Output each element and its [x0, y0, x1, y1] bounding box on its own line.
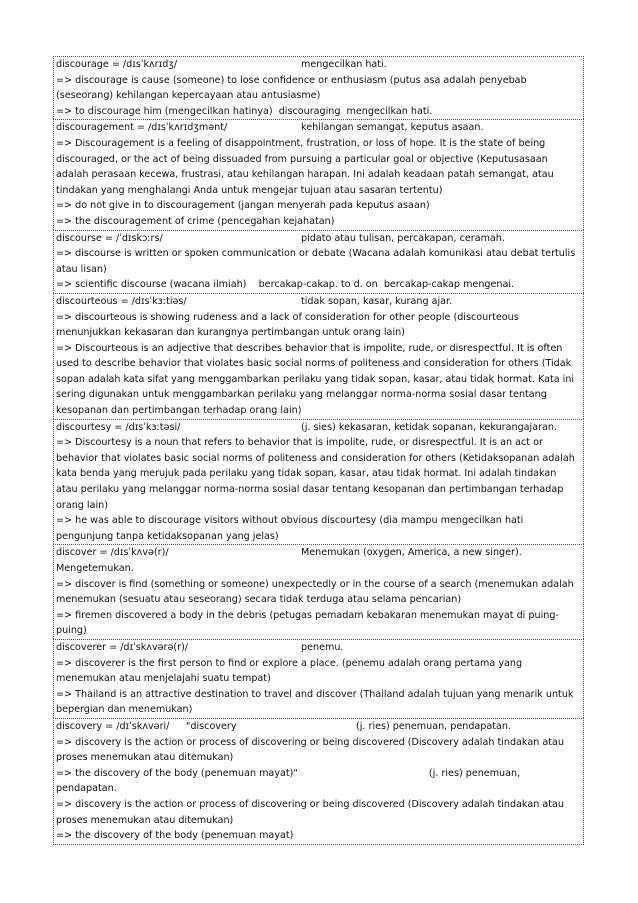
entry-headline [56, 545, 581, 561]
dictionary-entry [53, 718, 584, 845]
dictionary-entry [53, 544, 584, 639]
entry-gloss: (j. ries) penemuan, pendapatan. [356, 720, 512, 732]
entry-line: => the discovery of the body (penemuan mayat)" (j. ries) penemuan, pendapatan. [56, 767, 524, 795]
entry-headword: discoverer = /dɪˈskʌvərə(r)/ [56, 641, 189, 653]
entry-gloss: penemu. [301, 641, 344, 653]
entry-headword: discouragement = /dɪsˈkʌrɪdʒmənt/ [56, 122, 228, 134]
entry-line: => Discouragement is a feeling of disappointment, frustration, or loss of hope. It is the state of being discouraged, or the act of being dissuaded from pursuing a particular goal or objective (Keputusasaan adalah perasaan kecewa, frustrasi, atau kehilangan harapan. Ini adalah keadaan patah semangat, atau tindakan yang menghalangi Anda untuk mengejar tujuan atau sasaran tertentu) [56, 137, 557, 196]
entry-headline [56, 294, 581, 310]
entry-line: => he was able to discourage visitors without obvious discourtesy (dia mampu mengecilkan hati pengunjung tanpa ketidaksopanan yang jelas) [56, 515, 527, 542]
entry-headline [56, 420, 581, 436]
entry-line: => discoverer is the first person to find or explore a place. (penemu adalah orang pertama yang menemukan atau menjelajahi suatu tempat) [56, 657, 526, 685]
entry-line: => discovery is the action or process of discovering or being discovered (Discovery adalah tindakan atau proses menemukan atau ditemukan) [56, 736, 567, 764]
entry-line: => to discourage him (mengecilkan hatinya) discouraging mengecilkan hati. [56, 105, 433, 117]
entry-headword: discourse = /ˈdɪskɔːrs/ [56, 232, 163, 244]
entry-line: => discourage is cause (someone) to lose confidence or enthusiasm (putus asa adalah penyebab (seseorang) kehilangan kepercayaan atau antusiasme) [56, 74, 530, 102]
entry-headword: discourtesy = /dɪsˈkɜːtəsi/ [56, 421, 181, 433]
dictionary-entry [53, 293, 584, 419]
dictionary-page [53, 56, 584, 845]
entry-line: => discourteous is showing rudeness and a lack of consideration for other people (discourteous menunjukkan kekasaran dan kurangnya pertimbangan untuk orang lain) [56, 311, 522, 339]
entry-line: => the discovery of the body (penemuan mayat) [56, 830, 294, 842]
entry-line: => the discouragement of crime (pencegahan kejahatan) [56, 215, 335, 227]
entry-headword-secondary: "discovery [186, 720, 237, 732]
entry-line: => firemen discovered a body in the debris (petugas pemadam kebakaran menemukan mayat di puing-puing) [56, 609, 559, 637]
dictionary-entry [53, 639, 584, 718]
entry-line: => discover is find (something or someone) unexpectedly or in the course of a search (menemukan adalah menemukan (sesuatu atau seseorang) secara tidak terduga atau selama pencarian) [56, 578, 577, 606]
entry-headword: discourteous = /dɪsˈkɜːtiəs/ [56, 295, 187, 307]
entry-line: Mengetemukan. [56, 563, 134, 574]
entry-headword: discovery = /dɪˈskʌvəri/ [56, 720, 170, 732]
entry-line: => discourse is written or spoken communication or debate (Wacana adalah komunikasi atau debat tertulis atau lisan) [56, 248, 579, 275]
entry-gloss: mengecilkan hati. [301, 59, 387, 70]
entry-line: => discovery is the action or process of discovering or being discovered (Discovery adalah tindakan atau proses menemukan atau ditemukan) [56, 798, 567, 826]
entry-line: => Thailand is an attractive destination to travel and discover (Thailand adalah tujuan yang menarik untuk bepergian dan menemukan) [56, 688, 577, 716]
entry-gloss: Menemukan (oxygen, America, a new singer). [301, 547, 522, 559]
entry-headline [56, 640, 581, 656]
dictionary-entry [53, 119, 584, 229]
entry-line: => Discourtesy is a noun that refers to behavior that is impolite, rude, or disrespectful. It is an act or behavior that violates basic social norms of politeness and consideration for others (Ketidaksopanan adalah kata benda yang merujuk pada perilaku yang tidak sopan, kasar, atau tidak hormat. Ini adalah tindakan atau perilaku yang melanggar norma-norma sosial dasar tentang kesopanan dan pertimbangan terhadap orang lain) [56, 437, 578, 511]
entry-headline [56, 120, 581, 136]
dictionary-entry [53, 419, 584, 545]
entry-headword: discourage = /dɪsˈkʌrɪdʒ/ [56, 59, 178, 70]
entry-headline [56, 719, 581, 735]
entry-gloss: (j. sies) kekasaran, ketidak sopanan, kekurangajaran. [301, 421, 558, 433]
entry-line: => scientific discourse (wacana ilmiah) bercakap-cakap. to d. on bercakap-cakap mengenai. [56, 279, 515, 291]
entry-line: => do not give in to discouragement (jangan menyerah pada keputus asaan) [56, 200, 430, 212]
dictionary-entry [53, 56, 584, 119]
dictionary-entry [53, 230, 584, 293]
entry-line: => Discourteous is an adjective that describes behavior that is impolite, rude, or disrespectful. It is often used to describe behavior that violates basic social norms of politeness and consideration for others (Tidak sopan adalah kata sifat yang menggambarkan perilaku yang tidak sopan, kasar, atau tidak hormat. Kata ini sering digunakan untuk menggambarkan perilaku yang melanggar norma-norma sosial dasar tentang kesopanan dan pertimbangan terhadap orang lain) [56, 342, 578, 417]
entry-headline [56, 57, 581, 73]
entry-gloss: pidato atau tulisan, percakapan, ceramah. [301, 232, 505, 244]
entry-gloss: kehilangan semangat, keputus asaan. [301, 122, 484, 134]
entry-headword: discover = /dɪsˈkʌvə(r)/ [56, 547, 169, 559]
entry-headline [56, 231, 581, 247]
entry-gloss: tidak sopan, kasar, kurang ajar. [301, 295, 453, 307]
